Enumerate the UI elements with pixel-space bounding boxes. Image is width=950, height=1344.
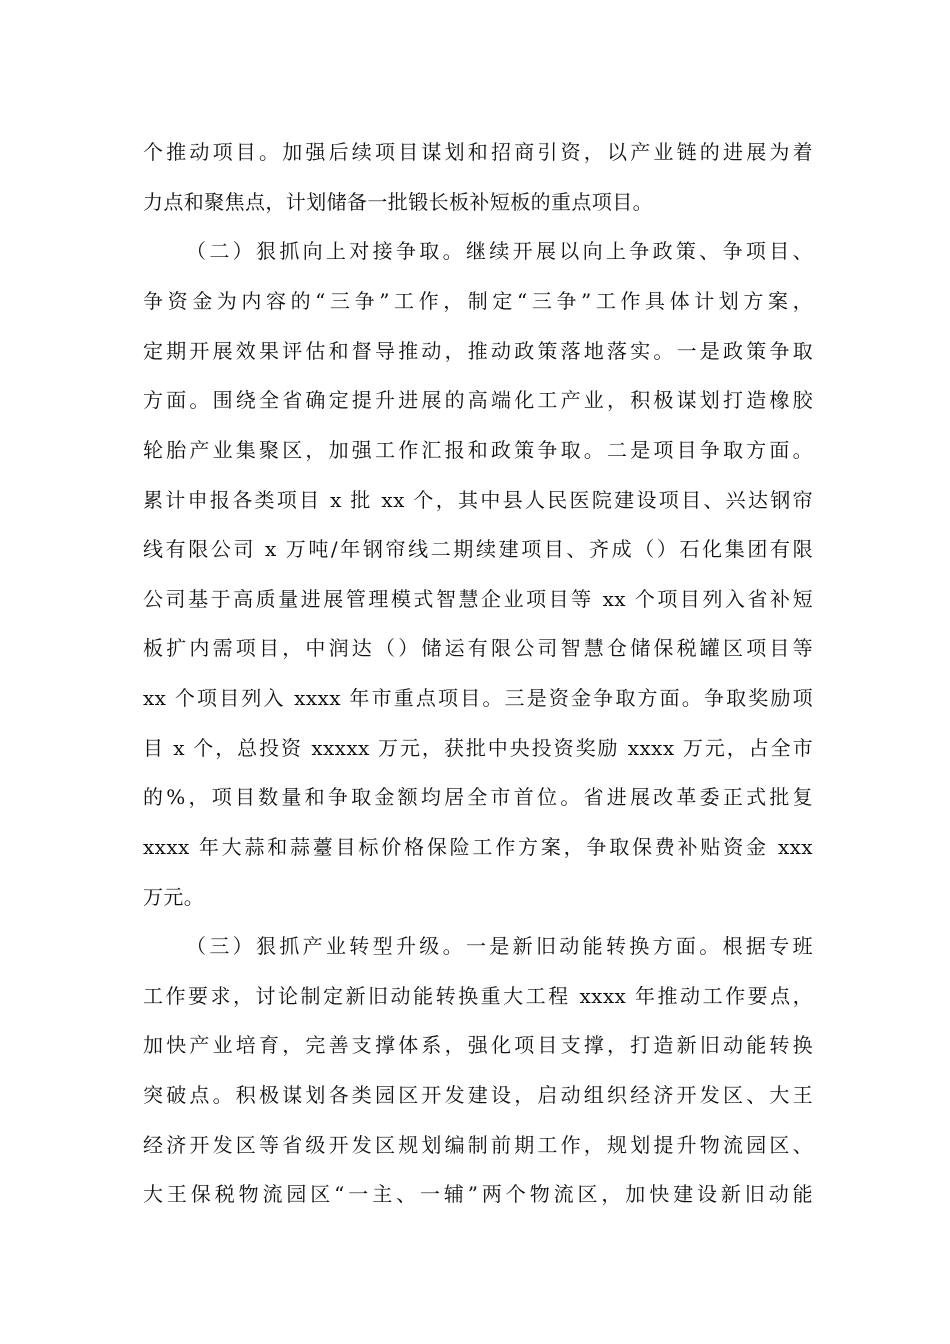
text-line: 的%，项目数量和争取金额均居全市首位。省进展改革委正式批复: [143, 785, 813, 809]
text-line: 方面。围绕全省确定提升进展的高端化工产业，积极谋划打造橡胶: [143, 388, 813, 412]
text-line: （三）狠抓产业转型升级。一是新旧动能转换方面。根据专班: [186, 934, 813, 958]
text-line: 经济开发区等省级开发区规划编制前期工作，规划提升物流园区、: [143, 1133, 813, 1157]
text-line: 力点和聚焦点，计划储备一批锻长板补短板的重点项目。: [143, 190, 653, 214]
text-line: 大王保税物流园区“一主、一辅”两个物流区，加快建设新旧动能: [143, 1182, 813, 1206]
text-line: 个推动项目。加强后续项目谋划和招商引资，以产业链的进展为着: [143, 140, 813, 164]
text-line: 争资金为内容的“三争”工作，制定“三争”工作具体计划方案，: [143, 289, 813, 313]
text-line: 定期开展效果评估和督导推动，推动政策落地落实。一是政策争取: [143, 339, 813, 363]
text-line: （二）狠抓向上对接争取。继续开展以向上争政策、争项目、: [186, 239, 813, 263]
text-line: 工作要求，讨论制定新旧动能转换重大工程 xxxx 年推动工作要点，: [143, 984, 813, 1008]
text-line: 公司基于高质量进展管理模式智慧企业项目等 xx 个项目列入省补短: [143, 587, 813, 611]
text-line: xx 个项目列入 xxxx 年市重点项目。三是资金争取方面。争取奖励项: [143, 686, 813, 710]
text-line: 加快产业培育，完善支撑体系，强化项目支撑，打造新旧动能转换: [143, 1033, 813, 1057]
text-line: 万元。: [143, 885, 205, 909]
text-line: 突破点。积极谋划各类园区开发建设，启动组织经济开发区、大王: [143, 1083, 813, 1107]
text-line: 累计申报各类项目 x 批 xx 个，其中县人民医院建设项目、兴达钢帘: [143, 488, 813, 512]
text-line: 板扩内需项目，中润达（）储运有限公司智慧仓储保税罐区项目等: [143, 636, 813, 660]
text-line: 轮胎产业集聚区，加强工作汇报和政策争取。二是项目争取方面。: [143, 438, 813, 462]
text-line: 目 x 个，总投资 xxxxx 万元，获批中央投资奖励 xxxx 万元，占全市: [143, 736, 813, 760]
text-line: 线有限公司 x 万吨/年钢帘线二期续建项目、齐成（）石化集团有限: [143, 537, 813, 561]
text-line: xxxx 年大蒜和蒜薹目标价格保险工作方案，争取保费补贴资金 xxx: [143, 835, 813, 859]
